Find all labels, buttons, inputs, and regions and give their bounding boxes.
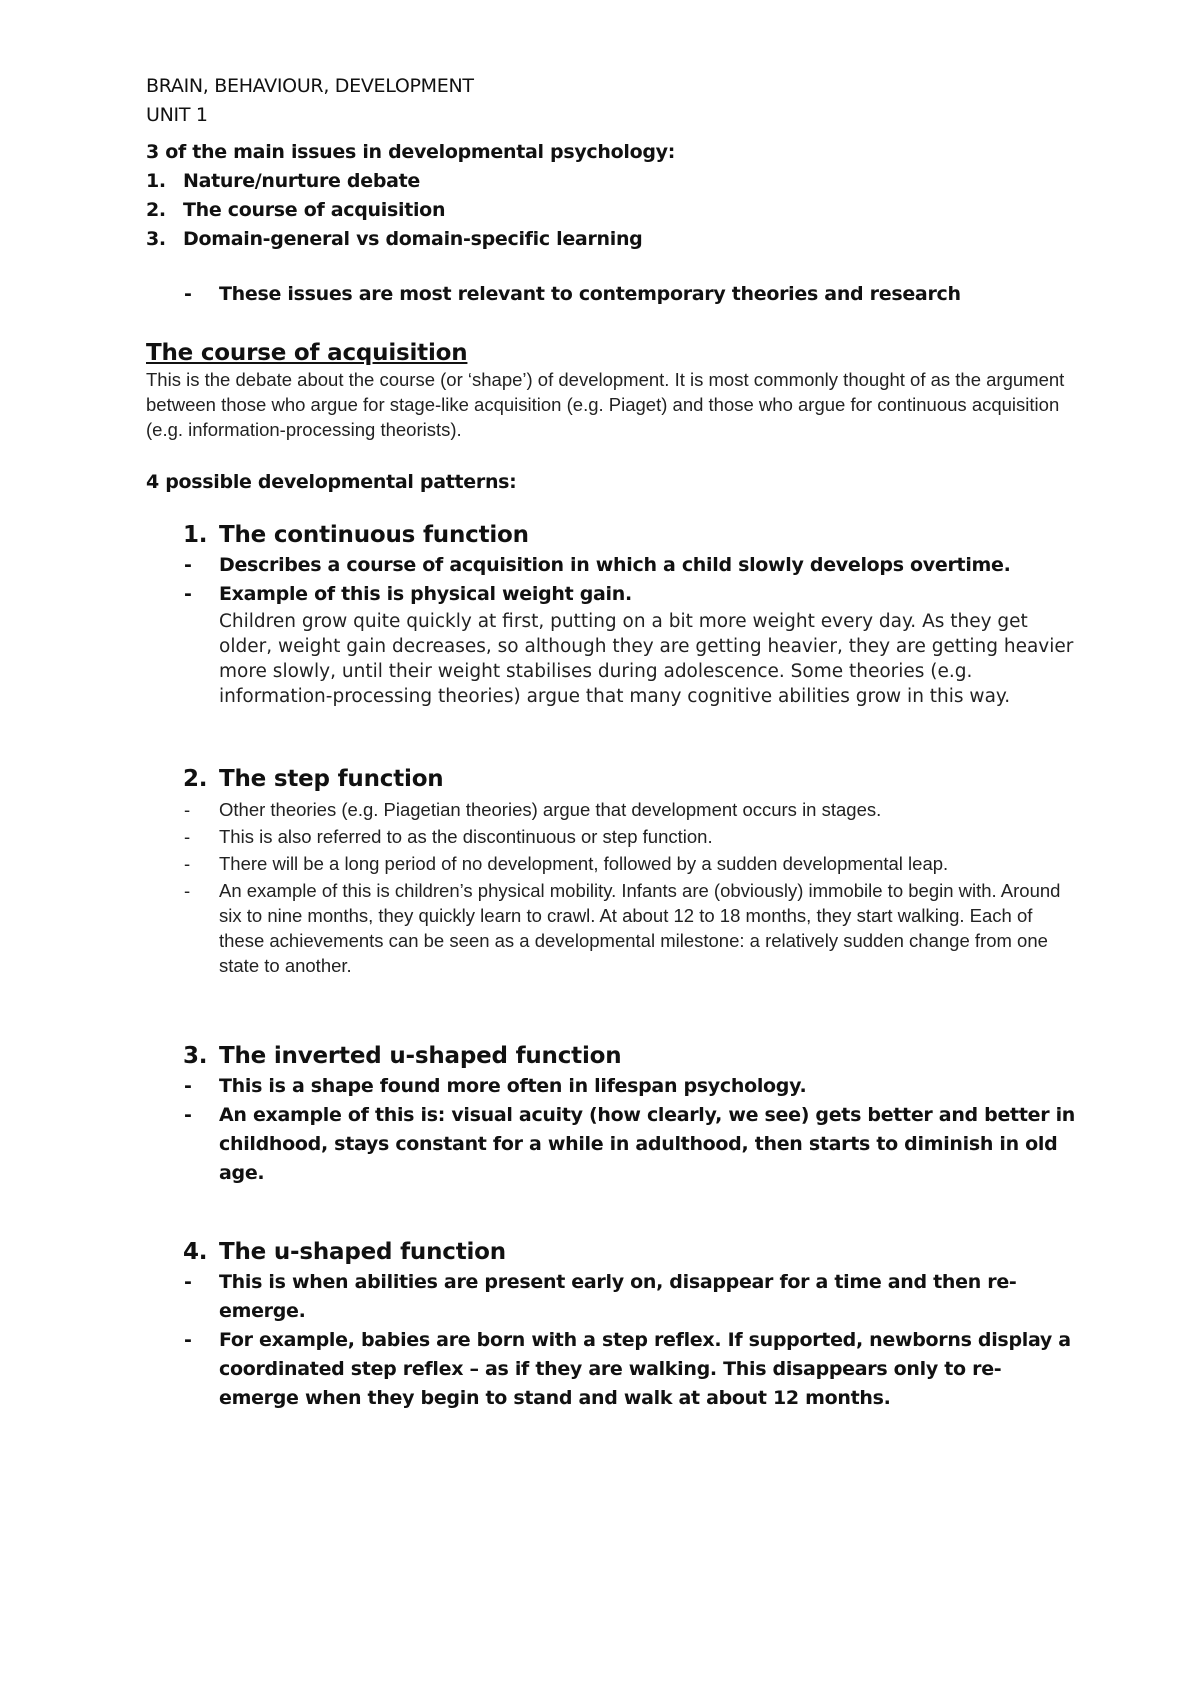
bullet-text: Other theories (e.g. Piagetian theories) argue that development occurs in stages. [219, 799, 882, 820]
patterns-intro: 4 possible developmental patterns: [146, 471, 517, 493]
function-bullets [146, 551, 1076, 709]
function-title: The continuous function [219, 522, 529, 548]
issues-note-list [146, 280, 1076, 309]
list-item [146, 580, 1076, 709]
section-heading: The course of acquisition [146, 340, 468, 366]
bullet-text: Describes a course of acquisition in which a child slowly develops overtime. [219, 554, 1011, 576]
list-item [146, 167, 1076, 196]
list-item-text: Domain-general vs domain-specific learning [183, 228, 643, 250]
list-item [146, 1072, 1076, 1101]
function-bullets [146, 1268, 1076, 1413]
function-number: 1. [183, 522, 208, 548]
issues-intro: 3 of the main issues in developmental psychology: [146, 141, 676, 163]
list-item [146, 225, 1076, 254]
bullet-text: This is also referred to as the discontinuous or step function. [219, 826, 713, 847]
list-item [146, 196, 1076, 225]
list-item [146, 1268, 1076, 1326]
bullet-dash: - [184, 1104, 192, 1126]
list-number: 1. [146, 170, 166, 192]
function-u [146, 1236, 1076, 1413]
course-title: BRAIN, BEHAVIOUR, DEVELOPMENT [146, 75, 474, 97]
bullet-text: An example of this is: visual acuity (how clearly, we see) gets better and better in childhood, stays constant for a while in adulthood, then starts to diminish in old age. [219, 1104, 1076, 1184]
list-item [146, 1326, 1076, 1413]
bullet-dash: - [184, 1271, 192, 1293]
function-continuous [146, 519, 1076, 709]
issues-note: These issues are most relevant to contemporary theories and research [219, 283, 961, 305]
function-heading [146, 1040, 1076, 1072]
function-number: 2. [183, 766, 208, 792]
bullet-dash: - [184, 799, 191, 820]
list-item [146, 797, 1076, 822]
list-item [146, 280, 1076, 309]
bullet-dash: - [184, 583, 192, 605]
list-number: 2. [146, 199, 166, 221]
list-item [146, 824, 1076, 849]
issues-list [146, 167, 1076, 254]
bullet-dash: - [184, 853, 191, 874]
list-item [146, 878, 1076, 978]
function-title: The step function [219, 766, 444, 792]
function-heading [146, 1236, 1076, 1268]
bullet-dash: - [184, 1075, 192, 1097]
bullet-text: An example of this is children’s physical mobility. Infants are (obviously) immobile to begin with. Around six to nine months, they quickly learn to crawl. At about 12 to 18 months, they start walking. Each of these achievements can be seen as a developmental milestone: a relatively sudden change from one state to another. [219, 880, 1061, 976]
bullet-text: This is when abilities are present early on, disappear for a time and then re-emerge. [219, 1271, 1017, 1322]
function-number: 3. [183, 1043, 208, 1069]
bullet-dash: - [184, 283, 192, 305]
bullet-text: This is a shape found more often in lifespan psychology. [219, 1075, 807, 1097]
function-title: The inverted u-shaped function [219, 1043, 622, 1069]
function-title: The u-shaped function [219, 1239, 506, 1265]
function-number: 4. [183, 1239, 208, 1265]
function-heading [146, 763, 1076, 795]
function-heading [146, 519, 1076, 551]
bullet-text: There will be a long period of no development, followed by a sudden developmental leap. [219, 853, 949, 874]
list-item-text: Nature/nurture debate [183, 170, 421, 192]
bullet-text: Example of this is physical weight gain. [219, 583, 632, 605]
list-item [146, 851, 1076, 876]
function-inverted-u [146, 1040, 1076, 1188]
list-item-text: The course of acquisition [183, 199, 446, 221]
bullet-dash: - [184, 826, 191, 847]
list-item [146, 1101, 1076, 1188]
bullet-dash: - [184, 1329, 192, 1351]
list-item [146, 551, 1076, 580]
list-number: 3. [146, 228, 166, 250]
bullet-dash: - [184, 554, 192, 576]
function-step [146, 763, 1076, 978]
bullet-detail: Children grow quite quickly at first, putting on a bit more weight every day. As they get older, weight gain decreases, so although they are getting heavier, they are getting heavier more slowly, until their weight stabilises during adolescence. Some theories (e.g. information-processing theories) argue that many cognitive abilities grow in this way. [219, 611, 1074, 707]
document-page [146, 72, 1076, 1413]
bullet-text: For example, babies are born with a step reflex. If supported, newborns display a coordinated step reflex – as if they are walking. This disappears only to re-emerge when they begin to stand and walk at about 12 months. [219, 1329, 1071, 1409]
unit-label: UNIT 1 [146, 104, 208, 126]
section-paragraph: This is the debate about the course (or ‘shape’) of development. It is most commonly thought of as the argument between those who argue for stage-like acquisition (e.g. Piaget) and those who argue for continuous acquisition (e.g. information-processing theorists). [146, 369, 1065, 440]
function-bullets [146, 797, 1076, 978]
bullet-dash: - [184, 880, 191, 901]
function-bullets [146, 1072, 1076, 1188]
